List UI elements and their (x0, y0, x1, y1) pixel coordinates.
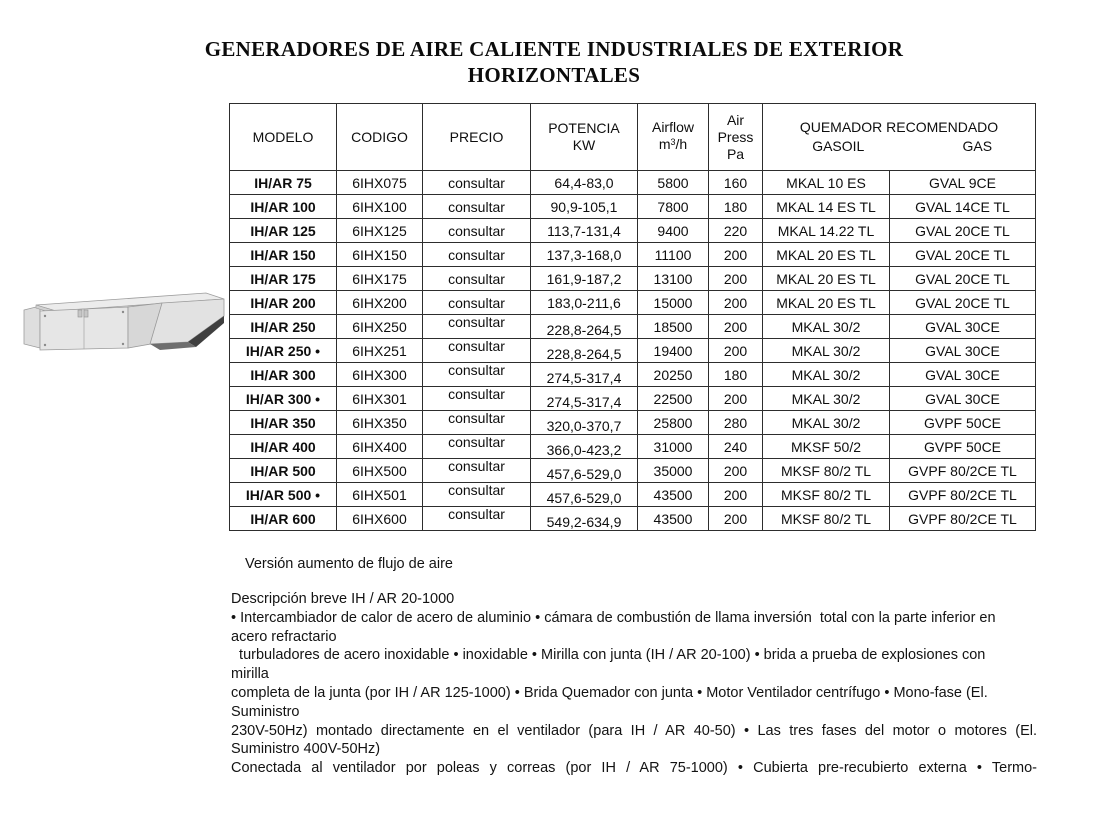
table-row (230, 171, 1036, 195)
cell-air-press: 280 (709, 411, 763, 435)
cell-gasoil: MKAL 30/2 (763, 315, 890, 339)
cell-modelo: IH/AR 300 • (230, 387, 337, 411)
cell-gas: GVAL 20CE TL (890, 243, 1036, 267)
cell-precio: consultar (423, 363, 531, 387)
table-header (230, 104, 1036, 171)
cell-gas: GVAL 30CE (890, 339, 1036, 363)
table-row (230, 291, 1036, 315)
cell-potencia: 549,2-634,9 (531, 507, 638, 531)
description-line: Conectada al ventilador por poleas y correas (por IH / AR 75-1000) • Cubierta pre-recubierto externa • Termo- (231, 760, 1037, 777)
header-row (230, 104, 1036, 171)
col-header-airflow: Airflow $m^3/h$ (638, 104, 709, 171)
cell-modelo: IH/AR 175 (230, 267, 337, 291)
description-line: mirilla (231, 666, 269, 683)
quemador-title: QUEMADOR RECOMENDADO (799, 119, 999, 135)
cell-gas: GVAL 30CE (890, 387, 1036, 411)
cell-air-press: 200 (709, 459, 763, 483)
description-line: Suministro (231, 703, 300, 720)
cell-gasoil: MKAL 30/2 (763, 387, 890, 411)
cell-potencia: 113,7-131,4 (531, 219, 638, 243)
cell-precio: consultar (423, 459, 531, 483)
cell-gasoil: MKAL 10 ES (763, 171, 890, 195)
cell-airflow: 5800 (638, 171, 709, 195)
cell-modelo: IH/AR 600 (230, 507, 337, 531)
cell-modelo: IH/AR 200 (230, 291, 337, 315)
cell-precio: consultar (423, 435, 531, 459)
cell-codigo: 6IHX175 (337, 267, 423, 291)
table-row (230, 363, 1036, 387)
cell-airflow: 15000 (638, 291, 709, 315)
cell-codigo: 6IHX200 (337, 291, 423, 315)
cell-airflow: 13100 (638, 267, 709, 291)
cell-gasoil: MKAL 30/2 (763, 339, 890, 363)
table-row (230, 267, 1036, 291)
subheader-gasoil: GASOIL (812, 138, 865, 154)
description-line: 230V-50Hz) montado directamente en el ventilador (para IH / AR 40-50) • Las tres fases del motor o motores (El. (231, 722, 1037, 739)
cell-modelo: IH/AR 100 (230, 195, 337, 219)
cell-modelo: IH/AR 75 (230, 171, 337, 195)
cell-codigo: 6IHX500 (337, 459, 423, 483)
cell-modelo: IH/AR 125 (230, 219, 337, 243)
cell-potencia: 457,6-529,0 (531, 459, 638, 483)
cell-codigo: 6IHX125 (337, 219, 423, 243)
cell-gasoil: MKSF 80/2 TL (763, 459, 890, 483)
cell-airflow: 20250 (638, 363, 709, 387)
col-header-precio: PRECIO (423, 104, 531, 171)
cell-precio: consultar (423, 219, 531, 243)
cell-gas: GVAL 20CE TL (890, 291, 1036, 315)
cell-air-press: 160 (709, 171, 763, 195)
cell-air-press: 200 (709, 507, 763, 531)
cell-gas: GVAL 20CE TL (890, 219, 1036, 243)
cell-air-press: 200 (709, 339, 763, 363)
table-row (230, 507, 1036, 531)
cell-gasoil: MKAL 20 ES TL (763, 291, 890, 315)
cell-gas: GVAL 9CE (890, 171, 1036, 195)
cell-potencia: 90,9-105,1 (531, 195, 638, 219)
col-header-quemador (763, 104, 1036, 171)
cell-air-press: 200 (709, 483, 763, 507)
table-row (230, 315, 1036, 339)
cell-air-press: 200 (709, 315, 763, 339)
cell-airflow: 18500 (638, 315, 709, 339)
cell-potencia: 320,0-370,7 (531, 411, 638, 435)
cell-potencia: 228,8-264,5 (531, 315, 638, 339)
cell-airflow: 9400 (638, 219, 709, 243)
cell-precio: consultar (423, 243, 531, 267)
cell-gasoil: MKSF 50/2 (763, 435, 890, 459)
cell-codigo: 6IHX501 (337, 483, 423, 507)
cell-airflow: 31000 (638, 435, 709, 459)
superscript-3: 3 (670, 137, 676, 147)
cell-airflow: 43500 (638, 483, 709, 507)
cell-gas: GVAL 30CE (890, 363, 1036, 387)
description-line: acero refractario (231, 628, 337, 645)
cell-precio: consultar (423, 267, 531, 291)
description-line: completa de la junta (por IH / AR 125-1000) • Brida Quemador con junta • Motor Ventilador centrífugo • Mono-fase (El. (231, 684, 988, 701)
col-header-air-press: Air Press Pa (709, 104, 763, 171)
page-title-line2: HORIZONTALES (467, 63, 641, 87)
cell-airflow: 11100 (638, 243, 709, 267)
cell-codigo: 6IHX150 (337, 243, 423, 267)
cell-gas: GVAL 30CE (890, 315, 1036, 339)
cell-codigo: 6IHX251 (337, 339, 423, 363)
cell-gasoil: MKSF 80/2 TL (763, 483, 890, 507)
cell-gasoil: MKAL 14 ES TL (763, 195, 890, 219)
cell-air-press: 200 (709, 267, 763, 291)
cell-airflow: 7800 (638, 195, 709, 219)
col-header-potencia: POTENCIA KW (531, 104, 638, 171)
cell-air-press: 180 (709, 363, 763, 387)
product-image (10, 274, 230, 356)
cell-codigo: 6IHX350 (337, 411, 423, 435)
cell-precio: consultar (423, 171, 531, 195)
cell-gas: GVAL 20CE TL (890, 267, 1036, 291)
product-spec-table (229, 103, 1036, 531)
table-row (230, 411, 1036, 435)
cell-codigo: 6IHX075 (337, 171, 423, 195)
cell-precio: consultar (423, 387, 531, 411)
cell-air-press: 200 (709, 291, 763, 315)
cell-modelo: IH/AR 400 (230, 435, 337, 459)
cell-precio: consultar (423, 507, 531, 531)
cell-potencia: 228,8-264,5 (531, 339, 638, 363)
cell-airflow: 35000 (638, 459, 709, 483)
cell-codigo: 6IHX300 (337, 363, 423, 387)
cell-codigo: 6IHX100 (337, 195, 423, 219)
table-row (230, 195, 1036, 219)
page-title (0, 36, 1108, 88)
cell-gasoil: MKSF 80/2 TL (763, 507, 890, 531)
table-row (230, 435, 1036, 459)
table-row (230, 387, 1036, 411)
cell-potencia: 274,5-317,4 (531, 363, 638, 387)
cell-air-press: 240 (709, 435, 763, 459)
table-row (230, 459, 1036, 483)
cell-precio: consultar (423, 315, 531, 339)
cell-codigo: 6IHX600 (337, 507, 423, 531)
col-header-codigo: CODIGO (337, 104, 423, 171)
cell-air-press: 200 (709, 243, 763, 267)
table-row (230, 339, 1036, 363)
cell-gasoil: MKAL 20 ES TL (763, 243, 890, 267)
cell-airflow: 43500 (638, 507, 709, 531)
col-header-modelo: MODELO (230, 104, 337, 171)
cell-potencia: 161,9-187,2 (531, 267, 638, 291)
cell-gasoil: MKAL 14.22 TL (763, 219, 890, 243)
cell-gasoil: MKAL 20 ES TL (763, 267, 890, 291)
cell-air-press: 180 (709, 195, 763, 219)
table-row (230, 243, 1036, 267)
short-description (231, 590, 1037, 778)
cell-potencia: 64,4-83,0 (531, 171, 638, 195)
cell-gas: GVPF 50CE (890, 435, 1036, 459)
cell-codigo: 6IHX250 (337, 315, 423, 339)
cell-gas: GVPF 80/2CE TL (890, 459, 1036, 483)
cell-codigo: 6IHX301 (337, 387, 423, 411)
cell-precio: consultar (423, 291, 531, 315)
cell-precio: consultar (423, 195, 531, 219)
cell-codigo: 6IHX400 (337, 435, 423, 459)
description-line: Descripción breve IH / AR 20-1000 (231, 591, 455, 607)
cell-precio: consultar (423, 339, 531, 363)
cell-modelo: IH/AR 500 • (230, 483, 337, 507)
table-row (230, 483, 1036, 507)
cell-modelo: IH/AR 250 • (230, 339, 337, 363)
cell-gas: GVAL 14CE TL (890, 195, 1036, 219)
description-line: turbuladores de acero inoxidable • inoxidable • Mirilla con junta (IH / AR 20-100) • brida a prueba de explosiones con (231, 647, 986, 664)
cell-gas: GVPF 80/2CE TL (890, 483, 1036, 507)
cell-modelo: IH/AR 150 (230, 243, 337, 267)
cell-gasoil: MKAL 30/2 (763, 411, 890, 435)
cell-airflow: 25800 (638, 411, 709, 435)
cell-precio: consultar (423, 483, 531, 507)
cell-modelo: IH/AR 500 (230, 459, 337, 483)
description-line: • Intercambiador de calor de acero de aluminio • cámara de combustión de llama inversión total con la parte inferior en (231, 609, 996, 626)
cell-gas: GVPF 80/2CE TL (890, 507, 1036, 531)
cell-air-press: 200 (709, 387, 763, 411)
cell-potencia: 274,5-317,4 (531, 387, 638, 411)
cell-gasoil: MKAL 30/2 (763, 363, 890, 387)
cell-airflow: 19400 (638, 339, 709, 363)
description-line: Suministro 400V-50Hz) (231, 741, 381, 758)
cell-modelo: IH/AR 250 (230, 315, 337, 339)
cell-potencia: 457,6-529,0 (531, 483, 638, 507)
cell-modelo: IH/AR 300 (230, 363, 337, 387)
subheader-gas: GAS (962, 138, 993, 154)
cell-potencia: 366,0-423,2 (531, 435, 638, 459)
page-title-line1: GENERADORES DE AIRE CALIENTE INDUSTRIALES DE EXTERIOR (204, 37, 904, 61)
cell-potencia: 183,0-211,6 (531, 291, 638, 315)
cell-potencia: 137,3-168,0 (531, 243, 638, 267)
cell-gas: GVPF 50CE (890, 411, 1036, 435)
cell-air-press: 220 (709, 219, 763, 243)
airflow-version-footnote: Versión aumento de flujo de aire (245, 556, 453, 572)
table-row (230, 219, 1036, 243)
cell-airflow: 22500 (638, 387, 709, 411)
cell-precio: consultar (423, 411, 531, 435)
table-body (230, 171, 1036, 531)
cell-modelo: IH/AR 350 (230, 411, 337, 435)
